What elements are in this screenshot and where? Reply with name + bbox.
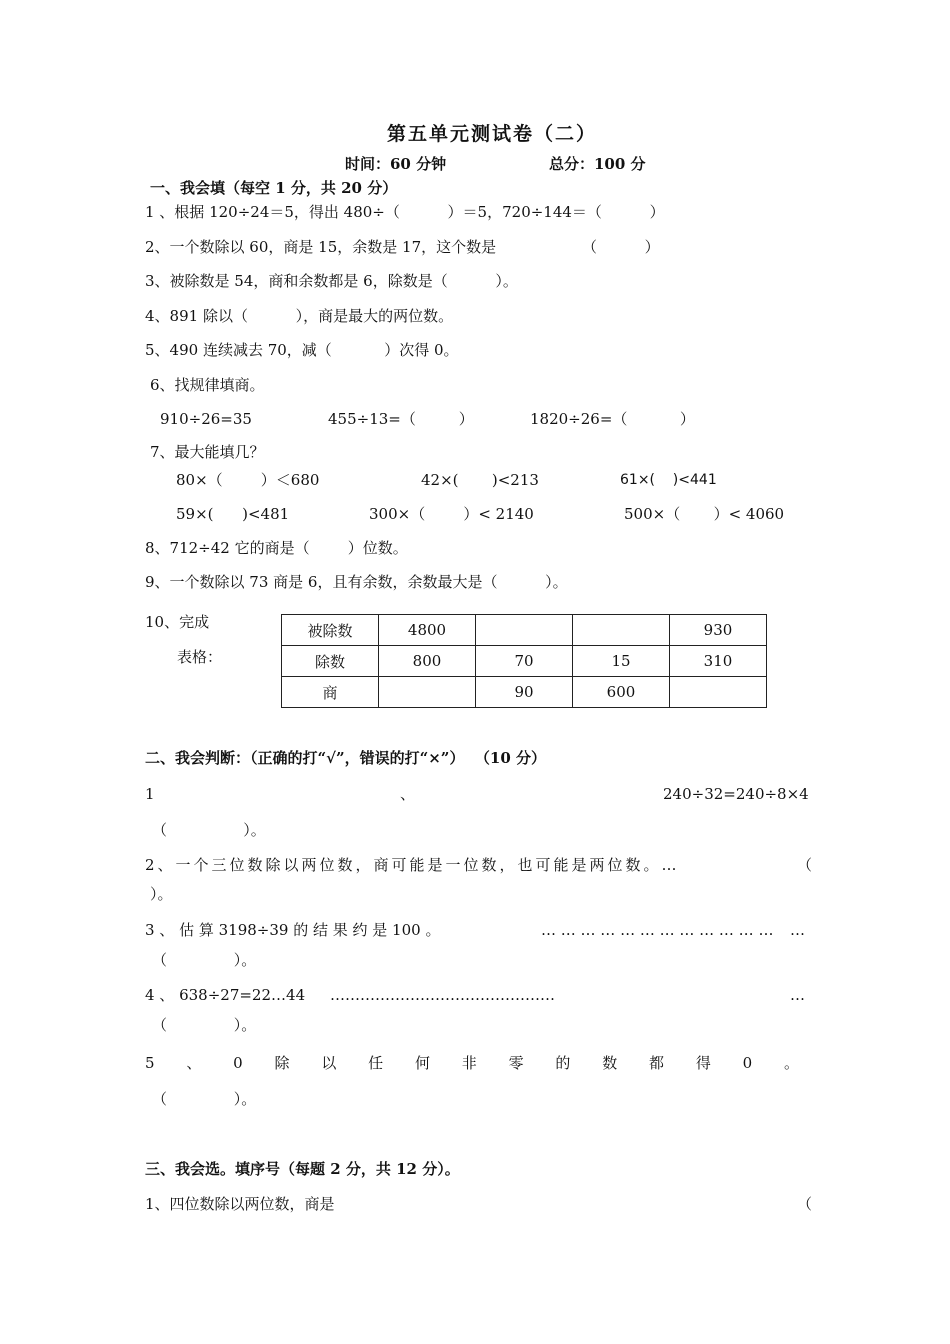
s2-question-4-dots: ……………………………………… (330, 986, 555, 1004)
s2-question-2: 2、一个三位数除以两位数，商可能是一位数，也可能是两位数。… (145, 856, 680, 874)
s2-question-5 (145, 1053, 799, 1073)
table-row (282, 615, 767, 646)
s1-question-2: 2、一个数除以 60，商是 15，余数是 17，这个数是 (145, 238, 497, 256)
s1-question-6: 6、找规律填商。 (150, 376, 265, 394)
s1-question-3: 3、被除数是 54，商和余数都是 6，除数是（ ）。 (145, 272, 518, 290)
s1-question-9: 9、一个数除以 73 商是 6，且有余数，余数最大是（ ）。 (145, 573, 568, 591)
s1-question-7f: 500×（ ）< 4060 (624, 505, 785, 523)
table-cell: 800 (379, 646, 476, 677)
s1-question-6b: 455÷13=（ ） (328, 410, 474, 428)
s1-question-1: 1 、根据 120÷24＝5，得出 480÷（ ）＝5，720÷144＝（ ） (145, 203, 665, 221)
table-cell: 商 (282, 677, 379, 708)
table-cell: 被除数 (282, 615, 379, 646)
table-cell: 90 (476, 677, 573, 708)
table-cell: 600 (573, 677, 670, 708)
s1-question-2-blank: （ ） (582, 238, 660, 256)
s2-question-4: 4 、 638÷27=22…44 (145, 986, 306, 1004)
s1-question-6a: 910÷26=35 (160, 410, 252, 428)
s1-question-4: 4、891 除以（ ），商是最大的两位数。 (145, 307, 454, 325)
s2-question-4-blank: （ ）。 (152, 1016, 257, 1034)
s1-question-5: 5、490 连续减去 70，减（ ）次得 0。 (145, 341, 459, 359)
q5-char: 数 (602, 1054, 618, 1072)
table-cell: 4800 (379, 615, 476, 646)
table-row (282, 646, 767, 677)
s2-question-2-open: （ (797, 856, 813, 874)
table-cell (573, 615, 670, 646)
exam-time: 时间：60 分钟 (345, 155, 447, 173)
table-row (282, 677, 767, 708)
s3-question-1: 1、四位数除以两位数，商是 (145, 1195, 335, 1213)
q5-char: 任 (368, 1054, 384, 1072)
s2-question-5-blank: （ ）。 (152, 1090, 257, 1108)
table-cell (476, 615, 573, 646)
q5-char: 。 (783, 1054, 799, 1072)
s2-question-1: 240÷32=240÷8×4 (663, 785, 809, 803)
table-cell: 除数 (282, 646, 379, 677)
s1-question-7a: 80×（ ）＜680 (176, 471, 320, 489)
s1-question-7b: 42×( )<213 (421, 471, 539, 489)
s1-question-7e: 300×（ ）< 2140 (369, 505, 534, 523)
table-cell: 15 (573, 646, 670, 677)
s2-question-1-blank: （ ）。 (152, 821, 266, 839)
s3-question-1-open: （ (797, 1195, 813, 1213)
s2-question-1-sep: 、 (400, 785, 416, 803)
s2-question-3-blank: （ ）。 (152, 951, 257, 969)
q5-char: 、 (186, 1054, 202, 1072)
page-title: 第五单元测试卷（二） (387, 123, 598, 145)
s1-question-7c: 61×( )<441 (620, 472, 717, 488)
q5-char: 除 (274, 1054, 290, 1072)
s2-question-3-dots-end: … (790, 921, 805, 939)
s2-question-3-dots: … … … … … … … … … … … … (541, 921, 774, 939)
s2-question-3: 3 、 估 算 3198÷39 的 结 果 约 是 100 。 (145, 921, 441, 939)
q5-char: 0 (742, 1054, 753, 1072)
q5-char: 非 (461, 1054, 477, 1072)
s1-question-7: 7、最大能填几？ (150, 443, 265, 461)
table-cell (670, 677, 767, 708)
q5-char: 得 (695, 1054, 711, 1072)
s2-question-2-close: ）。 (150, 885, 173, 903)
table-cell: 930 (670, 615, 767, 646)
s1-question-8: 8、712÷42 它的商是（ ）位数。 (145, 539, 408, 557)
q5-char: 零 (508, 1054, 524, 1072)
section2-heading: 二、我会判断：（正确的打“√”，错误的打“×”） （10 分） (145, 749, 546, 767)
table-cell (379, 677, 476, 708)
s1-question-10-table-label: 表格： (177, 648, 223, 666)
s1-question-10: 10、完成 (145, 613, 210, 631)
q5-char: 何 (414, 1054, 430, 1072)
table-cell: 70 (476, 646, 573, 677)
q5-char: 都 (649, 1054, 665, 1072)
table-cell: 310 (670, 646, 767, 677)
q5-char: 以 (321, 1054, 337, 1072)
q5-char: 的 (555, 1054, 571, 1072)
section3-heading: 三、我会选。填序号（每题 2 分，共 12 分）。 (145, 1160, 460, 1178)
division-table (281, 614, 767, 708)
s1-question-6c: 1820÷26=（ ） (530, 410, 695, 428)
section1-heading: 一、我会填（每空 1 分，共 20 分） (150, 179, 398, 197)
exam-total-score: 总分：100 分 (549, 155, 646, 173)
s2-question-4-dots-end: … (790, 986, 805, 1004)
q5-char: 5 (145, 1054, 155, 1072)
q5-char: 0 (233, 1054, 243, 1072)
s1-question-7d: 59×( )<481 (176, 505, 290, 523)
s2-question-1-number: 1 (145, 785, 155, 803)
